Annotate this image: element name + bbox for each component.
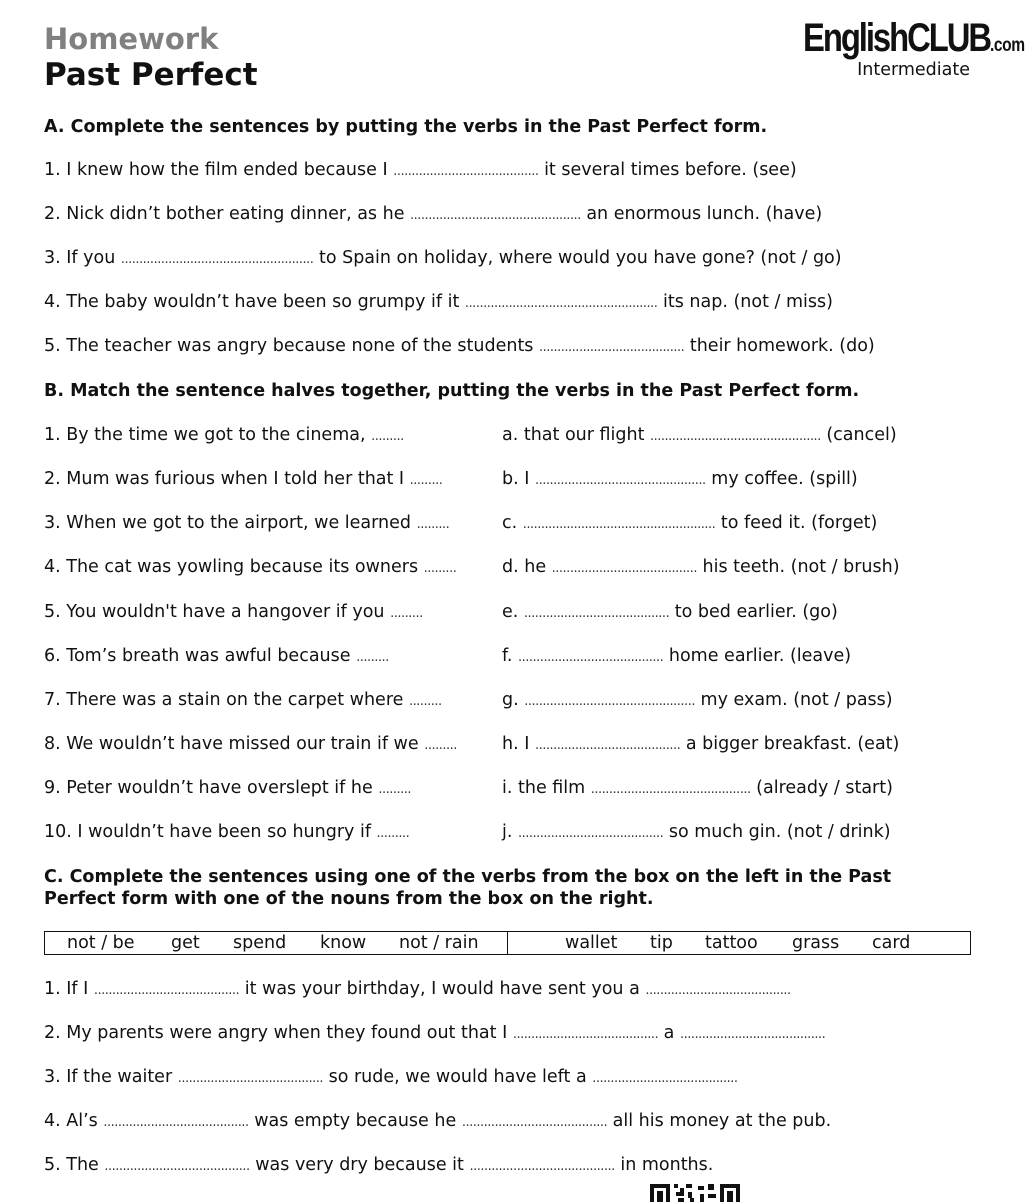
answer-blank[interactable]: ........................................	[393, 164, 539, 179]
section-b-right-item	[502, 468, 858, 492]
item-text: a. that our flight	[502, 425, 651, 445]
answer-blank[interactable]: ........................................	[177, 1071, 324, 1086]
item-text: d. he	[502, 557, 552, 577]
item-text: to Spain on holiday, where would you have gone? (not / go)	[313, 248, 842, 268]
answer-blank[interactable]: .........	[356, 650, 389, 665]
item-text: my coffee. (spill)	[705, 469, 858, 489]
verb-option: know	[320, 933, 367, 953]
answer-blank[interactable]: ........................................	[679, 1027, 826, 1042]
item-text: f.	[502, 646, 519, 666]
item-text: b. I	[502, 469, 535, 489]
section-b-left-item	[44, 468, 442, 492]
section-b-left-item	[44, 424, 404, 448]
item-text: its nap. (not / miss)	[657, 292, 833, 312]
answer-blank[interactable]: ........................................	[534, 738, 681, 753]
answer-blank[interactable]: .........	[376, 826, 410, 841]
item-text: 5. The teacher was angry because none of the students	[44, 336, 539, 356]
answer-blank[interactable]: .........	[424, 738, 457, 753]
item-text: 7. There was a stain on the carpet where	[44, 690, 409, 710]
section-c-heading-cont: Perfect form with one of the nouns from the box on the right.	[44, 889, 654, 909]
section-b-left-item	[44, 645, 389, 669]
section-c-item	[44, 978, 791, 1002]
answer-blank[interactable]: ...............................................	[524, 694, 695, 709]
answer-blank[interactable]: ........................................	[103, 1115, 249, 1130]
section-b-right-item	[502, 689, 893, 713]
noun-option: tip	[650, 933, 673, 953]
item-text: j.	[502, 822, 518, 842]
section-a-heading: A. Complete the sentences by putting the verbs in the Past Perfect form.	[44, 117, 768, 137]
section-c-heading: C. Complete the sentences using one of the verbs from the box on the left in the Past	[44, 867, 892, 887]
section-c-item	[44, 1022, 825, 1046]
answer-blank[interactable]: ........................................	[592, 1071, 738, 1086]
item-text: g.	[502, 690, 525, 710]
item-text: was very dry because it	[249, 1155, 470, 1175]
section-a-item	[44, 335, 875, 359]
answer-blank[interactable]: ........................................	[523, 606, 670, 621]
section-c-item	[44, 1066, 738, 1090]
item-text: my exam. (not / pass)	[694, 690, 893, 710]
answer-blank[interactable]: ...............................................	[534, 473, 706, 488]
section-b-right-item	[502, 424, 897, 448]
item-text: all his money at the pub.	[607, 1111, 832, 1131]
item-text: 1. If I	[44, 979, 94, 999]
answer-blank[interactable]: .........	[371, 429, 404, 444]
answer-blank[interactable]: ........................................	[512, 1027, 659, 1042]
section-a-item	[44, 159, 797, 183]
item-text: 3. When we got to the airport, we learned	[44, 513, 417, 533]
item-text: a	[658, 1023, 680, 1043]
item-text: 5. You wouldn't have a hangover if you	[44, 602, 391, 622]
worksheet-kicker: Homework	[44, 22, 219, 56]
item-text: home earlier. (leave)	[663, 646, 852, 666]
item-text: it was your birthday, I would have sent you a	[239, 979, 646, 999]
section-c-item	[44, 1154, 713, 1178]
item-text: was empty because he	[248, 1111, 462, 1131]
section-b-left-item	[44, 689, 442, 713]
section-b-right-item	[502, 512, 877, 536]
answer-blank[interactable]: ........................................	[104, 1159, 250, 1174]
item-text: 8. We wouldn’t have missed our train if we	[44, 734, 425, 754]
answer-blank[interactable]: .........	[378, 782, 412, 797]
item-text: in months.	[614, 1155, 714, 1175]
section-b-right-item	[502, 777, 893, 801]
item-text: 4. Al’s	[44, 1111, 104, 1131]
section-b-left-item	[44, 601, 423, 625]
item-text: 2. Mum was furious when I told her that I	[44, 469, 410, 489]
section-b-left-item	[44, 556, 456, 580]
item-text: to bed earlier. (go)	[669, 602, 838, 622]
item-text: 5. The	[44, 1155, 105, 1175]
verb-option: not / rain	[399, 933, 479, 953]
answer-blank[interactable]: ........................................	[93, 983, 240, 998]
item-text: 2. Nick didn’t bother eating dinner, as he	[44, 204, 411, 224]
answer-blank[interactable]: .........	[408, 694, 442, 709]
item-text: to feed it. (forget)	[715, 513, 878, 533]
answer-blank[interactable]: ........................................	[518, 650, 664, 665]
verb-option: get	[171, 933, 200, 953]
worksheet-title: Past Perfect	[44, 57, 258, 93]
logo-suffix: .com	[989, 35, 1025, 56]
item-text: 1. By the time we got to the cinema,	[44, 425, 372, 445]
section-a-item	[44, 247, 842, 271]
answer-blank[interactable]: .....................................................	[120, 252, 314, 267]
answer-blank[interactable]: ........................................	[538, 340, 685, 355]
item-text: i. the film	[502, 778, 591, 798]
item-text: 6. Tom’s breath was awful because	[44, 646, 357, 666]
logo-text: EnglishCLUB	[803, 16, 990, 60]
item-text: (already / start)	[750, 778, 893, 798]
answer-blank[interactable]: ............................................	[590, 782, 751, 797]
answer-blank[interactable]: .........	[423, 561, 457, 576]
englishclub-logo	[803, 18, 1025, 66]
item-text: 9. Peter wouldn’t have overslept if he	[44, 778, 379, 798]
answer-blank[interactable]: ........................................	[518, 826, 664, 841]
answer-blank[interactable]: ........................................	[551, 561, 697, 576]
section-c-item	[44, 1110, 831, 1134]
section-b-left-item	[44, 733, 457, 757]
answer-blank[interactable]: .........	[390, 606, 423, 621]
section-a-item	[44, 291, 833, 315]
noun-option: grass	[792, 933, 840, 953]
verb-option: not / be	[67, 933, 135, 953]
answer-blank[interactable]: .....................................................	[464, 296, 658, 311]
qr-code	[650, 1182, 740, 1202]
section-b-left-item	[44, 777, 411, 801]
item-text: 10. I wouldn’t have been so hungry if	[44, 822, 377, 842]
answer-blank[interactable]: ........................................	[461, 1115, 608, 1130]
level-label: Intermediate	[857, 60, 970, 80]
item-text: 1. I knew how the film ended because I	[44, 160, 394, 180]
answer-blank[interactable]: .........	[416, 517, 450, 532]
section-b-left-item	[44, 512, 449, 536]
noun-option: wallet	[565, 933, 618, 953]
word-box	[44, 931, 971, 955]
item-text: 3. If the waiter	[44, 1067, 178, 1087]
section-b-heading: B. Match the sentence halves together, putting the verbs in the Past Perfect form.	[44, 381, 860, 401]
item-text: an enormous lunch. (have)	[580, 204, 823, 224]
section-b-right-item	[502, 556, 900, 580]
item-text: it several times before. (see)	[538, 160, 797, 180]
item-text: 3. If you	[44, 248, 121, 268]
item-text: c.	[502, 513, 523, 533]
section-b-right-item	[502, 601, 838, 625]
section-b-right-item	[502, 733, 899, 757]
item-text: 4. The cat was yowling because its owners	[44, 557, 424, 577]
item-text: a bigger breakfast. (eat)	[680, 734, 900, 754]
answer-blank[interactable]: .........	[409, 473, 443, 488]
item-text: (cancel)	[820, 425, 897, 445]
section-b-right-item	[502, 821, 891, 845]
item-text: so rude, we would have left a	[323, 1067, 593, 1087]
answer-blank[interactable]: ........................................	[645, 983, 791, 998]
item-text: their homework. (do)	[684, 336, 875, 356]
noun-option: tattoo	[705, 933, 758, 953]
answer-blank[interactable]: ...............................................	[410, 208, 581, 223]
section-b-right-item	[502, 645, 851, 669]
verb-option: spend	[233, 933, 287, 953]
section-a-item	[44, 203, 822, 227]
item-text: so much gin. (not / drink)	[663, 822, 891, 842]
item-text: his teeth. (not / brush)	[696, 557, 900, 577]
answer-blank[interactable]: ........................................	[469, 1159, 615, 1174]
item-text: 2. My parents were angry when they found out that I	[44, 1023, 513, 1043]
section-b-left-item	[44, 821, 409, 845]
noun-option: card	[872, 933, 911, 953]
answer-blank[interactable]: .....................................................	[522, 517, 716, 532]
item-text: e.	[502, 602, 524, 622]
item-text: h. I	[502, 734, 535, 754]
item-text: 4. The baby wouldn’t have been so grumpy if it	[44, 292, 465, 312]
answer-blank[interactable]: ...............................................	[650, 429, 821, 444]
